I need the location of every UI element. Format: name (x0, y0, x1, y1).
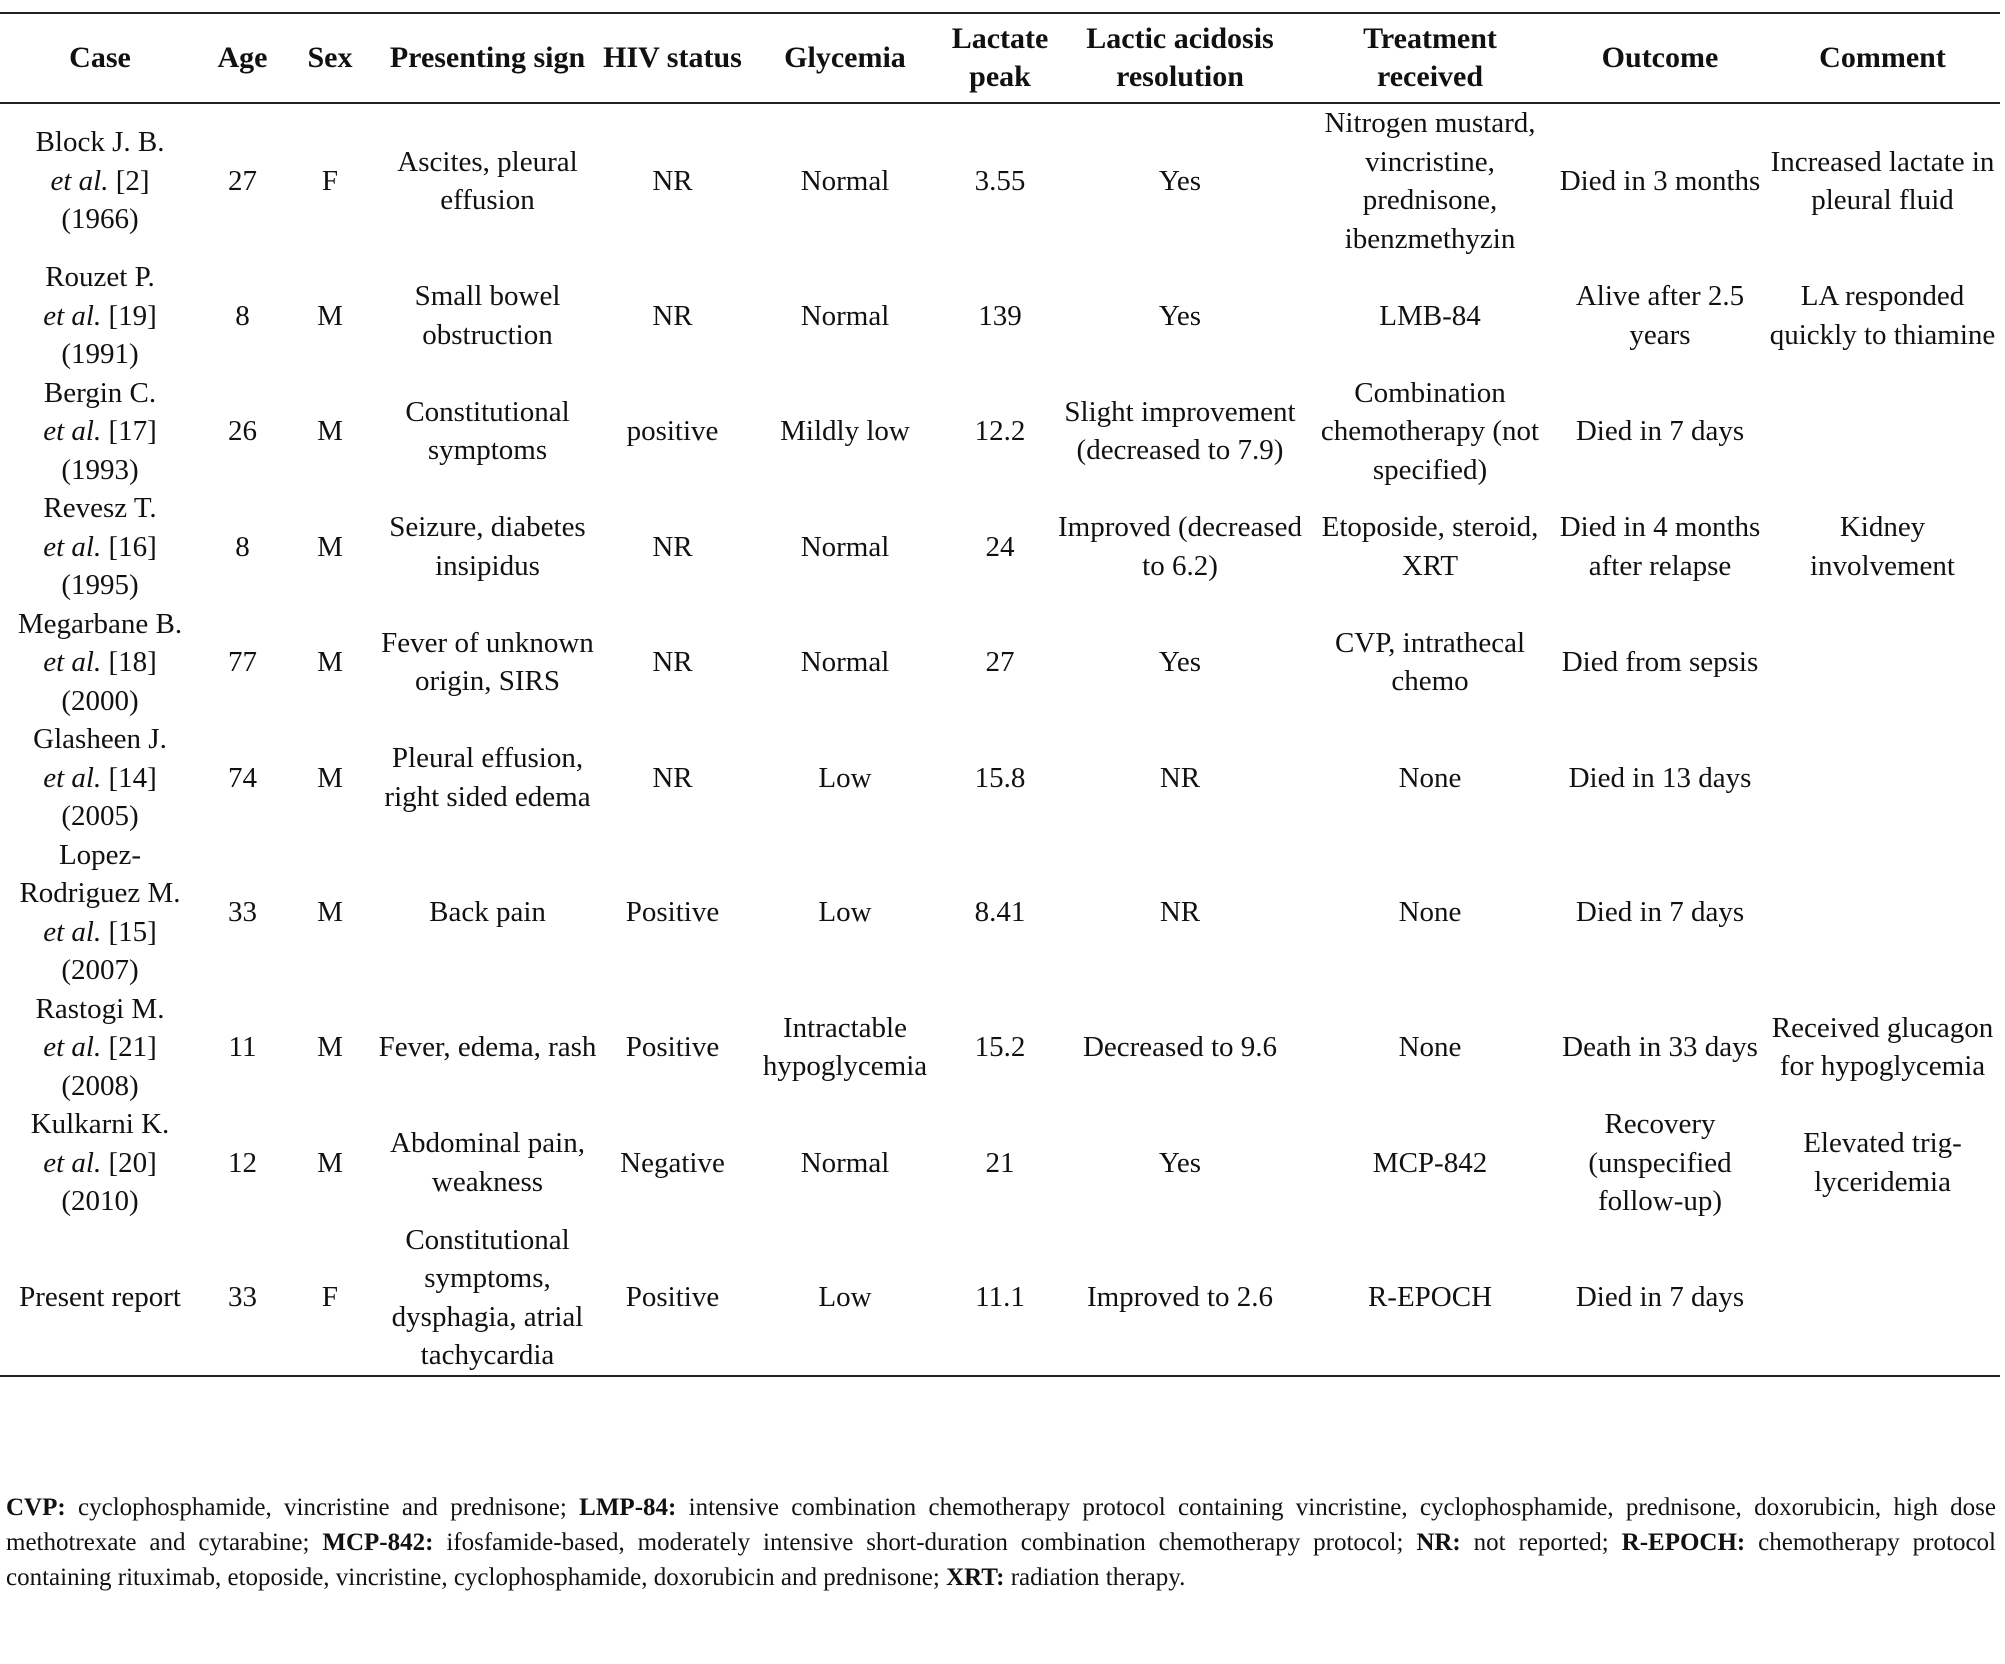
case-author: Bergin C. (43, 376, 157, 409)
table-row (0, 836, 2000, 990)
table-row (0, 489, 2000, 605)
sex-cell: M (317, 530, 343, 563)
lactate-peak-cell: 3.55 (974, 164, 1026, 197)
case-cell (0, 836, 200, 990)
outcome-cell: Died in 7 days (1575, 415, 1745, 447)
table-row (0, 990, 2000, 1106)
case-reference: et al. [19] (43, 299, 157, 332)
outcome-cell: Died in 4 months after relapse (1559, 511, 1761, 582)
presenting-sign-cell: Abdominal pain, weakness (390, 1127, 585, 1198)
hiv-status-cell: NR (652, 164, 693, 197)
case-author: Present report (19, 1281, 181, 1314)
case-author: Glasheen J. (33, 723, 167, 755)
glycemia-cell: Low (818, 896, 872, 929)
presenting-sign-cell: Pleural effusion, right sided edema (384, 742, 591, 813)
presenting-sign-cell: Fever of unknown origin, SIRS (381, 626, 594, 698)
resolution-cell: Slight improvement (decreased to 7.9) (1064, 395, 1296, 467)
treatment-cell: R-EPOCH (1367, 1281, 1493, 1314)
table-row (0, 374, 2000, 490)
footnote-text: intensive combination chemotherapy protocol containing vincristine, cyclophosphamide, prednisone, doxorubicin, high dose methotrexate and cytarabine; (6, 1494, 1997, 1556)
footnote-abbr: MCP-842: (322, 1529, 434, 1556)
footnote-abbr: NR: (1416, 1529, 1461, 1556)
treatment-cell: Etoposide, steroid, XRT (1321, 511, 1539, 582)
presenting-sign-cell: Back pain (429, 896, 546, 929)
case-author: Megarbane B. (17, 607, 183, 640)
glycemia-cell: Normal (800, 164, 890, 197)
age-cell: 77 (228, 646, 257, 678)
treatment-cell: None (1398, 1031, 1462, 1063)
age-cell: 12 (228, 1146, 257, 1179)
resolution-cell: Yes (1158, 164, 1202, 197)
column-header-presenting-sign: Presenting sign (389, 41, 586, 74)
footnote-abbr: CVP: (6, 1494, 66, 1521)
case-cell (0, 990, 200, 1106)
comment-cell: Kidney involvement (1810, 511, 1955, 582)
glycemia-cell: Normal (800, 646, 890, 678)
comment-cell (1765, 374, 2000, 490)
table-row (0, 1221, 2000, 1376)
outcome-cell: Recovery (unspecified follow-up) (1588, 1108, 1732, 1217)
resolution-cell: Yes (1158, 299, 1202, 332)
treatment-cell: Combination chemotherapy (not specified) (1320, 376, 1540, 486)
hiv-status-cell: positive (626, 415, 719, 447)
footnote-abbr: XRT: (946, 1564, 1005, 1591)
table-row (0, 605, 2000, 721)
column-header-age: Age (217, 41, 268, 74)
comment-cell (1765, 605, 2000, 721)
resolution-cell: NR (1159, 896, 1201, 929)
lactate-peak-cell: 8.41 (974, 896, 1026, 929)
sex-cell: M (317, 415, 343, 447)
outcome-cell: Died from sepsis (1561, 646, 1759, 678)
case-year: (2010) (61, 1185, 139, 1217)
case-author: Revesz T. (43, 492, 157, 524)
hiv-status-cell: NR (652, 646, 693, 678)
case-year: (1995) (61, 569, 139, 601)
sex-cell: M (317, 1146, 343, 1179)
presenting-sign-cell: Constitutional symptoms (405, 395, 570, 467)
hiv-status-cell: NR (652, 761, 693, 794)
footnote-text: radiation therapy. (1004, 1564, 1186, 1591)
column-header-glycemia: Glycemia (784, 41, 906, 74)
lactate-peak-cell: 15.8 (974, 761, 1026, 794)
column-header-hiv-status: HIV status (603, 41, 742, 74)
header-row (0, 13, 2000, 103)
case-year: (1991) (61, 338, 139, 370)
case-author: Rastogi M. (35, 992, 165, 1025)
lactate-peak-cell: 139 (978, 299, 1022, 332)
hiv-status-cell: Positive (625, 1281, 720, 1314)
lactate-peak-cell: 12.2 (974, 415, 1026, 447)
case-reference: et al. [15] (43, 915, 157, 948)
presenting-sign-cell: Seizure, diabetes insipidus (389, 511, 586, 582)
glycemia-cell: Normal (800, 299, 890, 332)
footnote-text: ifosfamide-based, moderately intensive short-duration combination chemotherapy protocol; (433, 1529, 1417, 1556)
outcome-cell: Died in 7 days (1575, 896, 1745, 929)
age-cell: 8 (235, 299, 250, 332)
case-cell (0, 605, 200, 721)
case-cell (0, 1221, 200, 1376)
outcome-cell: Died in 13 days (1568, 761, 1752, 794)
column-header-outcome: Outcome (1601, 41, 1719, 74)
footnote-abbr: R-EPOCH: (1621, 1529, 1746, 1556)
table-footnote (6, 1490, 1996, 1595)
column-header-sex: Sex (307, 41, 353, 74)
case-reference: et al. [18] (43, 646, 157, 678)
lactate-peak-cell: 27 (985, 646, 1015, 678)
sex-cell: F (321, 164, 339, 197)
presenting-sign-cell: Fever, edema, rash (378, 1031, 597, 1063)
comment-cell: Received glucagon for hypoglycemia (1771, 1011, 1994, 1083)
comment-cell: Increased lactate in pleural fluid (1770, 145, 1995, 216)
footnote-abbr: LMP-84: (579, 1494, 677, 1521)
resolution-cell: Yes (1158, 646, 1202, 678)
case-table (0, 12, 2000, 1377)
case-cell (0, 258, 200, 374)
case-cell (0, 489, 200, 605)
comment-cell: LA responded quickly to thiamine (1769, 280, 1996, 351)
case-year: (2005) (61, 800, 139, 832)
case-reference: et al. [17] (43, 415, 157, 447)
resolution-cell: NR (1159, 761, 1201, 794)
sex-cell: M (317, 299, 343, 332)
hiv-status-cell: Negative (620, 1146, 725, 1179)
table-row (0, 103, 2000, 258)
resolution-cell: Yes (1158, 1146, 1202, 1179)
sex-cell: M (317, 896, 343, 929)
case-reference: et al. [2] (50, 164, 150, 197)
case-reference: et al. [16] (43, 530, 157, 563)
column-header-treatment-received: Treatment received (1363, 22, 1497, 93)
treatment-cell: LMB-84 (1379, 299, 1481, 332)
case-author: Lopez-Rodriguez M. (19, 838, 181, 909)
column-header-lactic-acidosis-resolution: Lactic acidosis resolution (1086, 22, 1274, 93)
case-year: (2000) (61, 684, 139, 717)
hiv-status-cell: NR (652, 530, 693, 563)
case-year: (2008) (61, 1069, 139, 1102)
outcome-cell: Alive after 2.5 years (1575, 280, 1745, 351)
resolution-cell: Improved (decreased to 6.2) (1058, 511, 1302, 582)
table-body (0, 103, 2000, 1376)
outcome-cell: Died in 7 days (1575, 1281, 1745, 1314)
age-cell: 11 (228, 1031, 257, 1063)
table-row (0, 1105, 2000, 1221)
case-cell (0, 374, 200, 490)
lactate-peak-cell: 11.1 (975, 1281, 1025, 1314)
case-reference: et al. [21] (43, 1031, 157, 1063)
treatment-cell: None (1398, 896, 1462, 929)
footnote-text: cyclophosphamide, vincristine and prednisone; (65, 1494, 580, 1521)
table-row (0, 720, 2000, 836)
column-header-case: Case (69, 41, 131, 74)
case-reference: et al. [14] (43, 761, 157, 794)
column-header-lactate-peak: Lactate peak (951, 22, 1049, 93)
comment-cell: Elevated trig-lyceridemia (1803, 1127, 1962, 1198)
hiv-status-cell: Positive (625, 896, 720, 929)
hiv-status-cell: NR (652, 299, 693, 332)
presenting-sign-cell: Small bowel obstruction (414, 280, 561, 351)
age-cell: 26 (228, 415, 257, 447)
glycemia-cell: Low (818, 1281, 872, 1314)
sex-cell: M (317, 646, 343, 678)
resolution-cell: Improved to 2.6 (1086, 1281, 1274, 1314)
treatment-cell: Nitrogen mustard, vincristine, prednisone, ibenzmethyzin (1324, 107, 1536, 255)
age-cell: 27 (228, 164, 257, 197)
comment-cell (1765, 1221, 2000, 1376)
resolution-cell: Decreased to 9.6 (1082, 1031, 1278, 1063)
glycemia-cell: Normal (800, 1146, 890, 1179)
comment-cell (1765, 836, 2000, 990)
case-cell (0, 720, 200, 836)
hiv-status-cell: Positive (625, 1031, 720, 1063)
comment-cell (1765, 720, 2000, 836)
sex-cell: M (317, 761, 343, 794)
age-cell: 74 (228, 761, 257, 794)
case-author: Rouzet P. (45, 261, 155, 293)
case-year: (1966) (61, 203, 139, 236)
lactate-peak-cell: 24 (985, 530, 1015, 563)
treatment-cell: None (1398, 761, 1462, 794)
presenting-sign-cell: Constitutional symptoms, dysphagia, atrial tachycardia (391, 1223, 584, 1371)
age-cell: 33 (228, 896, 257, 929)
glycemia-cell: Low (818, 761, 872, 794)
footnote-text: chemotherapy protocol containing rituximab, etoposide, vincristine, cyclophosphamide, doxorubicin and prednisone; (6, 1529, 1996, 1591)
sex-cell: M (317, 1031, 343, 1063)
case-table-container (0, 12, 2005, 1377)
outcome-cell: Death in 33 days (1562, 1031, 1758, 1063)
glycemia-cell: Mildly low (780, 415, 910, 447)
age-cell: 8 (235, 530, 250, 563)
treatment-cell: MCP-842 (1372, 1146, 1488, 1179)
glycemia-cell: Normal (800, 530, 890, 563)
outcome-cell: Died in 3 months (1559, 164, 1761, 197)
glycemia-cell: Intractable hypoglycemia (762, 1011, 928, 1083)
sex-cell: F (321, 1281, 339, 1314)
column-header-comment: Comment (1819, 41, 1946, 74)
case-reference: et al. [20] (43, 1146, 157, 1179)
presenting-sign-cell: Ascites, pleural effusion (397, 145, 578, 216)
footnote-text: not reported; (1460, 1529, 1622, 1556)
case-cell (0, 1105, 200, 1221)
table-row (0, 258, 2000, 374)
treatment-cell: CVP, intrathecal chemo (1334, 626, 1526, 698)
lactate-peak-cell: 21 (985, 1146, 1015, 1179)
case-author: Block J. B. (35, 126, 165, 159)
case-year: (1993) (61, 453, 139, 486)
case-cell (0, 103, 200, 258)
case-year: (2007) (61, 954, 139, 986)
age-cell: 33 (228, 1281, 257, 1314)
case-author: Kulkarni K. (30, 1108, 170, 1140)
lactate-peak-cell: 15.2 (974, 1031, 1026, 1063)
